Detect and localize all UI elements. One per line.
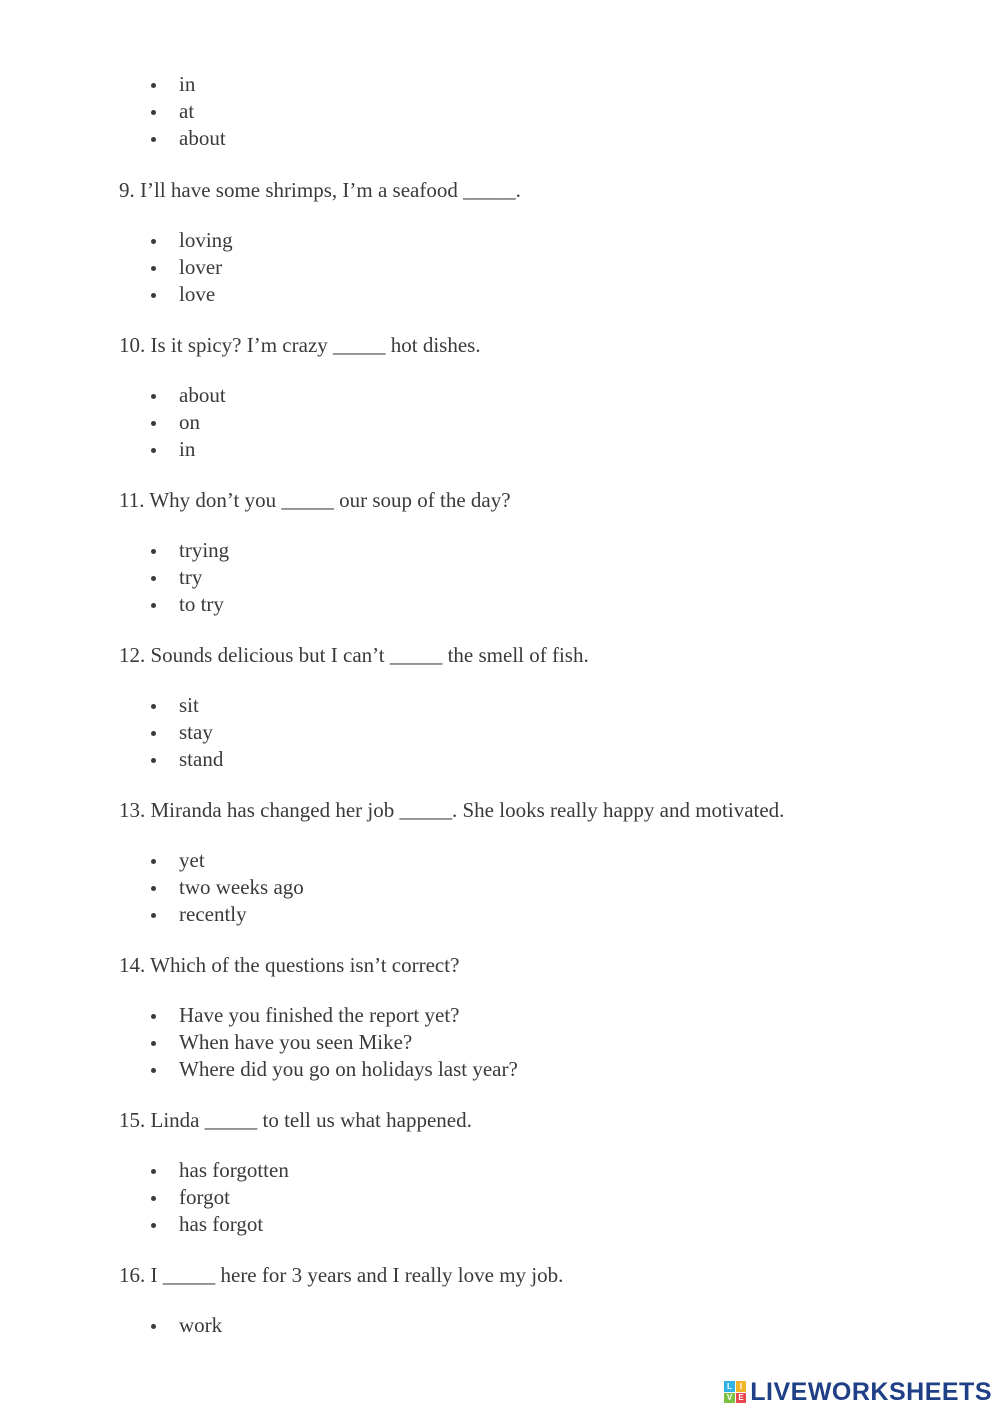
logo-mark-v: V <box>724 1393 735 1404</box>
option-14-2[interactable]: When have you seen Mike? <box>0 1029 518 1056</box>
question-14: 14. Which of the questions isn’t correct? <box>119 953 460 977</box>
option-list-13 <box>0 847 304 928</box>
option-list-8 <box>0 71 226 152</box>
option-11-1[interactable]: trying <box>0 537 229 564</box>
logo-mark-e: E <box>736 1393 747 1404</box>
question-13: 13. Miranda has changed her job _____. She looks really happy and motivated. <box>119 798 785 822</box>
option-9-3[interactable]: love <box>0 281 233 308</box>
option-15-2[interactable]: forgot <box>0 1184 289 1211</box>
question-12: 12. Sounds delicious but I can’t _____ the smell of fish. <box>119 643 589 667</box>
option-11-2[interactable]: try <box>0 564 229 591</box>
option-9-2[interactable]: lover <box>0 254 233 281</box>
question-9: 9. I’ll have some shrimps, I’m a seafood _____. <box>119 178 521 202</box>
option-list-14 <box>0 1002 518 1083</box>
option-13-1[interactable]: yet <box>0 847 304 874</box>
option-16-1[interactable]: work <box>0 1312 222 1339</box>
option-12-2[interactable]: stay <box>0 719 223 746</box>
option-9-1[interactable]: loving <box>0 227 233 254</box>
option-13-2[interactable]: two weeks ago <box>0 874 304 901</box>
option-10-1[interactable]: about <box>0 382 226 409</box>
logo-mark-i: I <box>736 1381 747 1392</box>
option-list-9 <box>0 227 233 308</box>
option-10-2[interactable]: on <box>0 409 226 436</box>
option-8-1[interactable]: in <box>0 71 226 98</box>
option-list-10 <box>0 382 226 463</box>
option-8-2[interactable]: at <box>0 98 226 125</box>
option-14-1[interactable]: Have you finished the report yet? <box>0 1002 518 1029</box>
question-16: 16. I _____ here for 3 years and I really love my job. <box>119 1263 564 1287</box>
logo-mark-l: L <box>724 1381 735 1392</box>
option-list-15 <box>0 1157 289 1238</box>
option-11-3[interactable]: to try <box>0 591 229 618</box>
option-10-3[interactable]: in <box>0 436 226 463</box>
option-13-3[interactable]: recently <box>0 901 304 928</box>
liveworksheets-logo[interactable] <box>724 1377 992 1407</box>
option-8-3[interactable]: about <box>0 125 226 152</box>
option-list-12 <box>0 692 223 773</box>
liveworksheets-logo-icon <box>724 1381 746 1403</box>
logo-text: LIVEWORKSHEETS <box>750 1377 992 1406</box>
question-10: 10. Is it spicy? I’m crazy _____ hot dishes. <box>119 333 481 357</box>
option-15-3[interactable]: has forgot <box>0 1211 289 1238</box>
option-15-1[interactable]: has forgotten <box>0 1157 289 1184</box>
option-12-1[interactable]: sit <box>0 692 223 719</box>
option-12-3[interactable]: stand <box>0 746 223 773</box>
option-list-16 <box>0 1312 222 1339</box>
option-list-11 <box>0 537 229 618</box>
question-15: 15. Linda _____ to tell us what happened. <box>119 1108 472 1132</box>
option-14-3[interactable]: Where did you go on holidays last year? <box>0 1056 518 1083</box>
question-11: 11. Why don’t you _____ our soup of the day? <box>119 488 511 512</box>
